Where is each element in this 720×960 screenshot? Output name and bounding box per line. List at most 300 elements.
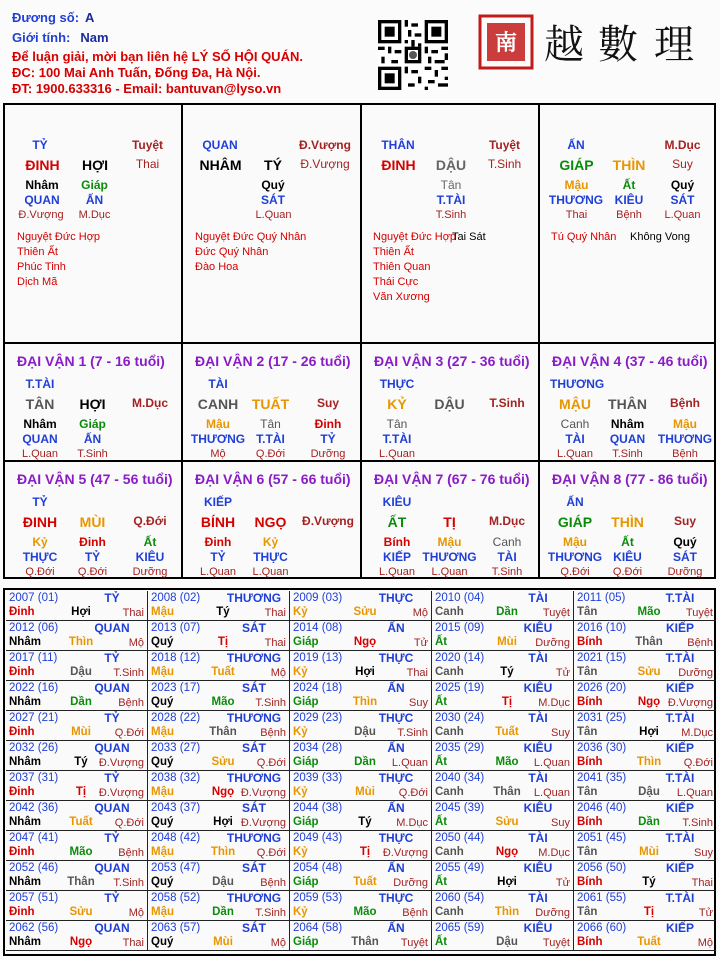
owner-line [12, 10, 94, 25]
year-label: 2065 (59) [435, 922, 485, 934]
year-cell [574, 681, 716, 711]
year-state: Tử [413, 637, 428, 649]
year-state: Đ.Vượng [240, 817, 286, 829]
year-stem: Mậu [151, 726, 174, 738]
pillar-stem: GIÁP [559, 157, 594, 173]
year-stem: Giáp [293, 696, 319, 708]
year-god: QUAN [94, 741, 130, 755]
year-stem: Ất [435, 696, 448, 708]
year-label: 2045 (39) [435, 802, 485, 814]
dai-van-title: ĐẠI VẬN 5 (47 - 56 tuổi) [17, 471, 173, 487]
pillar-branch: DẬU [435, 157, 467, 173]
four-pillars-chart [3, 103, 716, 579]
year-god: KIÊU [523, 681, 553, 695]
year-label: 2032 (26) [9, 742, 59, 754]
year-cell [290, 771, 432, 801]
dai-van-block [183, 344, 359, 460]
year-god: T.TÀI [665, 771, 695, 785]
star-item: Không Vong [630, 231, 690, 243]
year-label: 2042 (36) [9, 802, 59, 814]
hidden-stem: Canh [560, 417, 590, 431]
year-state: Mộ [270, 937, 286, 949]
year-branch: Tị [359, 846, 371, 858]
year-label: 2039 (33) [293, 772, 343, 784]
hidden-god: KIÊU [614, 193, 644, 207]
hidden-state: T.Sinh [77, 448, 108, 460]
hidden-stem: Tân [260, 417, 281, 431]
year-god: KIÊU [523, 921, 553, 935]
hidden-state: Mộ [210, 448, 226, 460]
hidden-state: Đ.Vượng [18, 209, 64, 221]
gender-label: Giới tính: [12, 30, 71, 45]
year-label: 2033 (27) [151, 742, 201, 754]
year-branch: Thìn [636, 756, 662, 768]
logo [478, 8, 714, 72]
year-stem: Đinh [9, 786, 35, 798]
year-label: 2012 (06) [9, 622, 59, 634]
year-god: KIẾP [665, 681, 694, 695]
year-state: Tuyệt [685, 607, 713, 619]
year-label: 2015 (09) [435, 622, 485, 634]
year-cell [148, 711, 290, 741]
year-branch: Hợi [355, 666, 375, 678]
hidden-state: Dưỡng [667, 566, 703, 578]
year-state: M.Dục [681, 727, 713, 739]
year-state: T.Sinh [255, 697, 286, 709]
year-stem: Canh [435, 666, 464, 678]
year-stem: Nhâm [9, 756, 41, 768]
year-branch: Thân [635, 636, 663, 648]
year-label: 2021 (15) [577, 652, 627, 664]
year-state: Bệnh [118, 847, 144, 859]
year-cell [432, 831, 574, 861]
year-cell [290, 801, 432, 831]
dai-van-branch: NGỌ [254, 514, 287, 530]
pillar-branch: TÝ [264, 157, 282, 173]
year-god: KIÊU [523, 621, 553, 635]
hidden-stem: Đinh [79, 535, 106, 549]
dai-van-title: ĐẠI VẬN 8 (77 - 86 tuổi) [552, 471, 708, 487]
year-god: TỶ [104, 591, 120, 605]
svg-text:數: 數 [598, 22, 638, 68]
year-stem: Bính [577, 936, 603, 948]
hidden-state: Q.Đới [255, 448, 286, 460]
year-god: THỰC [378, 891, 414, 905]
year-branch: Hợi [71, 606, 91, 618]
year-label: 2024 (18) [293, 682, 343, 694]
pillar-god: THÂN [381, 138, 415, 152]
year-state: Bệnh [260, 877, 286, 889]
year-cell [148, 831, 290, 861]
year-god: QUAN [94, 621, 130, 635]
dai-van-title: ĐẠI VẬN 7 (67 - 76 tuổi) [374, 471, 530, 487]
year-state: Tuyệt [542, 607, 570, 619]
hidden-god: QUAN [22, 432, 58, 446]
year-label: 2020 (14) [435, 652, 485, 664]
dai-van-branch: THÌN [611, 514, 644, 530]
year-stem: Quý [151, 636, 174, 648]
star-item: Đức Quý Nhân [195, 246, 269, 258]
year-god: KIÊU [523, 861, 553, 875]
year-state: Suy [409, 697, 428, 709]
year-god: T.TÀI [665, 891, 695, 905]
hidden-state: L.Quan [378, 566, 416, 578]
gender-line [12, 30, 109, 45]
year-branch: Tý [74, 756, 88, 768]
year-stem: Mậu [151, 786, 174, 798]
year-branch: Hợi [213, 816, 233, 828]
year-cell [148, 801, 290, 831]
year-cell [432, 621, 574, 651]
year-branch: Tị [217, 636, 229, 648]
year-label: 2049 (43) [293, 832, 343, 844]
year-stem: Mậu [151, 666, 174, 678]
hidden-state: L.Quan [255, 209, 292, 221]
year-stem: Đinh [9, 606, 35, 618]
year-branch: Dậu [354, 726, 376, 738]
hidden-stem: Tân [386, 417, 408, 431]
year-god: ẤN [387, 861, 405, 875]
year-stem: Giáp [293, 936, 319, 948]
year-branch: Thân [351, 936, 379, 948]
year-cell [6, 741, 148, 771]
year-label: 2047 (41) [9, 832, 59, 844]
year-branch: Ngọ [69, 936, 93, 948]
hidden-stem: Tân [440, 178, 462, 192]
year-stem: Bính [577, 756, 603, 768]
year-label: 2025 (19) [435, 682, 485, 694]
year-label: 2052 (46) [9, 862, 59, 874]
hidden-god: TÀI [497, 550, 517, 564]
hidden-stem: Mậu [206, 417, 230, 431]
hidden-stem: Kỷ [262, 535, 279, 549]
year-cell [574, 711, 716, 741]
year-god: TÀI [528, 771, 548, 785]
year-god: KIẾP [665, 741, 694, 755]
year-cell [574, 621, 716, 651]
logo-seal-icon [478, 8, 714, 72]
year-state: Đ.Vượng [667, 697, 713, 709]
year-stem: Quý [151, 876, 174, 888]
year-branch: Tị [643, 906, 655, 918]
year-cell [148, 771, 290, 801]
year-branch: Mão [69, 846, 93, 858]
year-god: THƯƠNG [226, 771, 282, 785]
year-label: 2044 (38) [293, 802, 343, 814]
year-label: 2062 (56) [9, 922, 59, 934]
pillar-branch: THÌN [612, 157, 646, 173]
year-cell [574, 741, 716, 771]
year-state: Mộ [697, 937, 713, 949]
dai-van-state: M.Dục [132, 396, 168, 410]
star-item: Tai Sát [452, 231, 486, 243]
pillar-god: QUAN [202, 138, 238, 152]
svg-text:越: 越 [544, 22, 584, 68]
year-cell [148, 741, 290, 771]
year-stem: Quý [151, 936, 174, 948]
year-branch: Dần [70, 696, 92, 708]
hidden-god: SÁT [261, 193, 285, 207]
dai-van-stem: MẬU [559, 396, 591, 412]
year-branch: Hợi [639, 726, 659, 738]
dai-van-block [540, 462, 716, 578]
year-god: KIẾP [665, 801, 694, 815]
year-label: 2054 (48) [293, 862, 343, 874]
year-state: Tử [698, 907, 713, 919]
hidden-state: L.Quan [199, 566, 237, 578]
star-item: Thiên Quan [373, 261, 431, 273]
year-label: 2041 (35) [577, 772, 627, 784]
year-state: Đ.Vượng [98, 757, 144, 769]
hidden-state: Dưỡng [310, 448, 346, 460]
year-state: Bệnh [118, 697, 144, 709]
year-branch: Dần [496, 606, 518, 618]
hidden-stem: Ất [622, 178, 636, 192]
year-state: T.Sinh [255, 907, 286, 919]
year-label: 2048 (42) [151, 832, 201, 844]
hidden-state: L.Quan [556, 448, 594, 460]
gender-value: Nam [80, 30, 109, 45]
year-cell [290, 591, 432, 621]
year-cell [148, 591, 290, 621]
year-cell [574, 771, 716, 801]
year-stem: Kỷ [293, 786, 308, 798]
address-line: ĐC: 100 Mai Anh Tuấn, Đống Đa, Hà Nội. [12, 65, 261, 80]
year-god: THƯƠNG [226, 711, 282, 725]
year-state: Tử [555, 667, 570, 679]
year-label: 2060 (54) [435, 892, 485, 904]
year-state: Q.Đới [256, 757, 286, 769]
year-state: Đ.Vượng [98, 787, 144, 799]
year-label: 2016 (10) [577, 622, 627, 634]
dai-van-stem: ẤT [387, 514, 407, 530]
year-label: 2053 (47) [151, 862, 201, 874]
year-cell [574, 861, 716, 891]
year-state: L.Quan [676, 787, 713, 799]
qr-code-icon [378, 20, 448, 90]
year-cell [6, 771, 148, 801]
hidden-stem: Ất [621, 535, 634, 549]
year-state: Thai [122, 607, 144, 619]
year-cell [6, 831, 148, 861]
hidden-stem: Quý [261, 178, 285, 192]
year-stem: Ất [435, 876, 448, 888]
star-item: Phúc Tinh [17, 261, 66, 273]
year-cell [432, 771, 574, 801]
svg-text:南: 南 [494, 31, 518, 56]
dai-van-block [540, 344, 716, 460]
hidden-stem: Nhâm [23, 417, 57, 431]
year-state: Bệnh [687, 637, 713, 649]
year-stem: Ất [435, 936, 448, 948]
hidden-god: THƯƠNG [657, 432, 713, 446]
hidden-stem: Mậu [437, 535, 462, 549]
year-god: TỶ [104, 711, 120, 725]
hidden-state: Q.Đới [560, 566, 590, 578]
hidden-state: L.Quan [378, 448, 416, 460]
year-label: 2019 (13) [293, 652, 343, 664]
year-cell [148, 861, 290, 891]
year-stem: Tân [577, 726, 598, 738]
hidden-god: THƯƠNG [547, 550, 603, 564]
year-god: THỰC [378, 651, 414, 665]
hidden-god: KIÊU [613, 550, 642, 564]
year-cell [6, 651, 148, 681]
year-stem: Kỷ [293, 606, 308, 618]
year-label: 2018 (12) [151, 652, 201, 664]
year-stem: Ất [435, 636, 448, 648]
hidden-state: L.Quan [21, 448, 59, 460]
year-label: 2022 (16) [9, 682, 59, 694]
hidden-god: ẤN [85, 193, 104, 207]
year-god: KIÊU [523, 801, 553, 815]
year-god: TỶ [104, 891, 120, 905]
year-label: 2034 (28) [293, 742, 343, 754]
year-cell [432, 651, 574, 681]
year-label: 2010 (04) [435, 592, 485, 604]
year-god: TỶ [104, 651, 120, 665]
pillar-stem: ĐINH [381, 157, 416, 173]
year-state: Thai [691, 877, 713, 889]
dai-van-branch: HỢI [79, 396, 106, 412]
year-label: 2035 (29) [435, 742, 485, 754]
year-god: ẤN [387, 801, 405, 815]
year-state: Thai [264, 637, 286, 649]
year-god: SÁT [242, 621, 266, 635]
hidden-stem: Mậu [673, 417, 697, 431]
year-state: M.Dục [538, 847, 570, 859]
year-cell [6, 591, 148, 621]
hidden-state: Thai [565, 209, 588, 221]
year-label: 2061 (55) [577, 892, 627, 904]
year-branch: Ngọ [211, 786, 235, 798]
year-cell [574, 801, 716, 831]
header [0, 0, 720, 100]
year-god: T.TÀI [665, 651, 695, 665]
dai-van-title: ĐẠI VẬN 4 (37 - 46 tuổi) [552, 353, 708, 369]
year-label: 2013 (07) [151, 622, 201, 634]
dai-van-block [362, 462, 538, 578]
year-cell [6, 711, 148, 741]
year-god: QUAN [94, 681, 130, 695]
year-stem: Nhâm [9, 876, 41, 888]
year-cell [432, 591, 574, 621]
year-stem: Mậu [151, 846, 174, 858]
hidden-god: KIÊU [135, 550, 165, 564]
year-label: 2040 (34) [435, 772, 485, 784]
year-branch: Dậu [496, 936, 518, 948]
year-stem: Tân [577, 786, 598, 798]
hidden-state: L.Quan [252, 566, 289, 578]
year-state: L.Quan [533, 757, 570, 769]
year-cell [432, 891, 574, 921]
dai-van-god: TỶ [32, 495, 48, 509]
hidden-god: THỰC [22, 550, 58, 564]
year-stem: Tân [577, 846, 598, 858]
year-stem: Kỷ [293, 906, 308, 918]
year-cell [290, 831, 432, 861]
dai-van-stem: KỶ [387, 396, 407, 412]
hidden-stem: Bính [383, 535, 411, 549]
year-stem: Mậu [151, 906, 174, 918]
pillar-state: M.Dục [664, 138, 701, 152]
year-branch: Tị [75, 786, 87, 798]
hidden-stem: Mậu [563, 535, 587, 549]
hidden-stem: Quý [670, 178, 695, 192]
year-label: 2058 (52) [151, 892, 201, 904]
year-cell [6, 891, 148, 921]
hidden-god: T.TÀI [436, 193, 466, 207]
year-branch: Tý [216, 606, 230, 618]
hidden-state: T.Sinh [491, 566, 523, 578]
year-label: 2051 (45) [577, 832, 627, 844]
hidden-god: THƯƠNG [422, 550, 477, 564]
year-cell [574, 891, 716, 921]
year-branch: Ngọ [637, 696, 661, 708]
year-stem: Bính [577, 876, 603, 888]
dai-van-stem: CANH [197, 396, 239, 412]
year-state: Suy [551, 727, 570, 739]
dai-van-branch: TỊ [443, 514, 456, 530]
year-god: QUAN [94, 861, 130, 875]
year-stem: Đinh [9, 666, 35, 678]
dai-van-block [183, 462, 359, 578]
year-state: Thai [122, 937, 144, 949]
year-branch: Sửu [637, 666, 661, 678]
year-cell [290, 921, 432, 951]
hidden-stem: Ất [143, 535, 157, 549]
hidden-state: L.Quan [664, 209, 701, 221]
year-cell [6, 861, 148, 891]
hidden-god: QUAN [24, 193, 60, 207]
year-cell [148, 621, 290, 651]
year-label: 2011 (05) [577, 592, 626, 604]
year-branch: Thân [493, 786, 521, 798]
year-stem: Quý [151, 816, 174, 828]
year-stem: Quý [151, 756, 174, 768]
hidden-state: T.Sinh [435, 209, 467, 221]
dai-van-title: ĐẠI VẬN 3 (27 - 36 tuổi) [374, 353, 530, 369]
year-label: 2029 (23) [293, 712, 343, 724]
year-cell [290, 861, 432, 891]
year-branch: Tuất [495, 726, 519, 738]
star-item: Nguyệt Đức Hợp [373, 231, 457, 243]
hidden-god: ẤN [83, 432, 102, 446]
dai-van-god: ẤN [566, 495, 584, 509]
year-branch: Dậu [212, 876, 234, 888]
year-state: Bệnh [402, 907, 428, 919]
year-stem: Giáp [293, 756, 319, 768]
hidden-god: KIẾP [382, 550, 411, 564]
hidden-stem: Kỷ [32, 535, 48, 549]
year-god: THƯƠNG [226, 651, 282, 665]
year-god: QUAN [94, 921, 130, 935]
contact-line: Để luận giải, mời bạn liên hệ LÝ SỐ HỘI QUÁN. [12, 49, 303, 64]
year-branch: Mão [353, 906, 377, 918]
year-god: THƯƠNG [226, 591, 282, 605]
year-god: SÁT [242, 921, 266, 935]
dai-van-title: ĐẠI VẬN 2 (17 - 26 tuổi) [195, 353, 351, 369]
year-god: TÀI [528, 891, 548, 905]
dai-van-branch: MÙI [79, 514, 106, 530]
year-cell [574, 831, 716, 861]
star-item: Đào Hoa [195, 261, 239, 273]
hidden-god: SÁT [670, 193, 695, 207]
hidden-state: Bệnh [616, 209, 642, 221]
year-state: Q.Đới [398, 787, 428, 799]
year-label: 2064 (58) [293, 922, 343, 934]
pillar-state: Tuyệt [488, 138, 521, 152]
